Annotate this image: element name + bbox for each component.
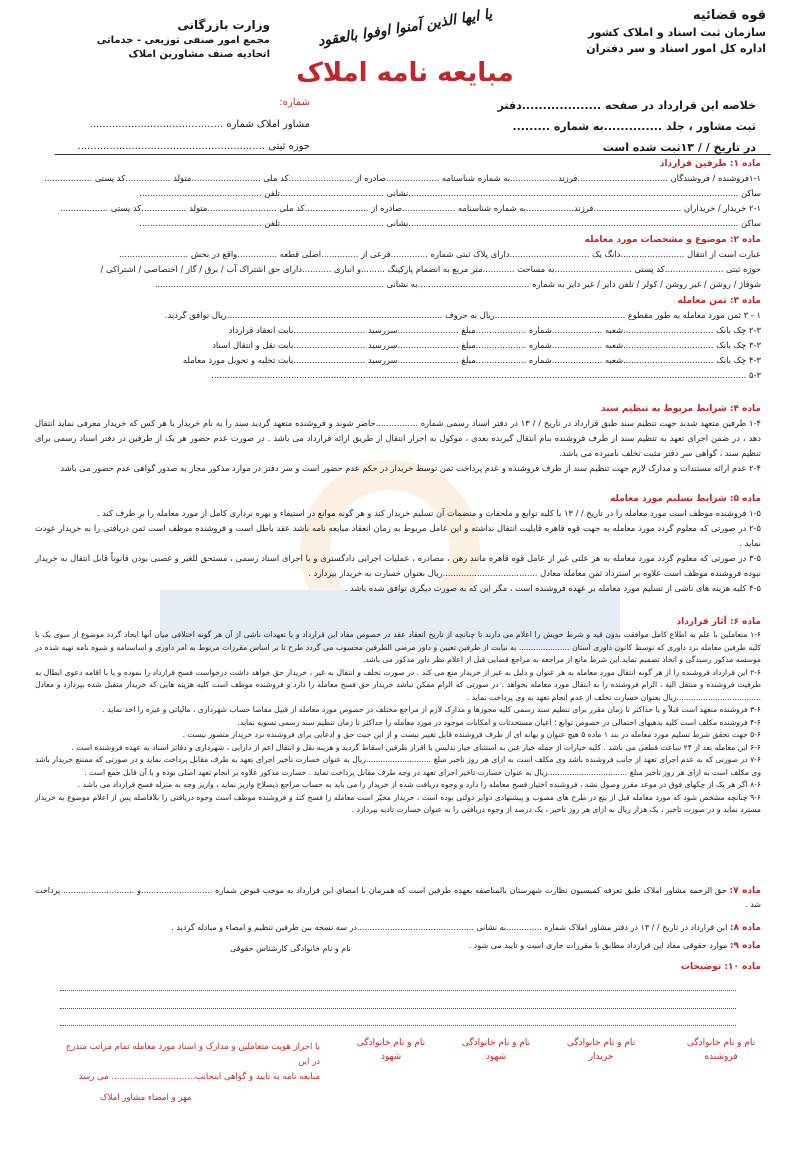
section-deed bbox=[35, 403, 761, 476]
verse-calligraphy: یا ایها الذین آمنوا اوفوا بالعقود bbox=[316, 6, 494, 50]
section-2-title: ماده ۲: موضوع و مشخصات مورد معامله bbox=[584, 235, 761, 245]
delivery-clause-2: ۲-۵ در صورتی که معلوم گردد مورد معامله به جهت قوه قاهره قابلیت انتقال نداشته و این عامل مربوط به زمان انعقاد مبایعه نامه باشد عقد باطل است و فروشنده موظف است ثمن دریافتی را به خریدار عودت نماید . bbox=[35, 523, 761, 548]
price-line-5[interactable]: ۵-۳ ......................................................................................................................................................................................................... bbox=[211, 370, 761, 380]
section-3-title: ماده ۳: ثمن معامله bbox=[677, 296, 761, 306]
agency-number-field[interactable]: مشاور املاک شماره .......................................... bbox=[89, 119, 310, 130]
witness-signature-1[interactable]: نام و نام خانوادگی شهود bbox=[461, 1038, 531, 1062]
delivery-clause-3: ۳-۵ در صورتی که معلوم گردد مورد معامله به هر علتی غیر از عامل قوه قاهره مانند رهن ، مصادره ، عملیات اجرایی دادگستری و یا اجرای اسناد رسمی ، مستحق للغیر و غصبی بودن قانوناً قابل انتقال به خریدار نبوده فروشنده موظف است علاوه بر استرداد ثمن معامله معادل ....................................ریال بعنوان خسارت به خریدار بپردازد . bbox=[35, 553, 761, 578]
subject-line-1[interactable]: عبارت است از انتقال ........................دانگ یک ..............................دارای پلاک ثبتی شماره ..............فرعی از ..............اصلی قطعه ...............واقع در بخش .......................... bbox=[118, 249, 761, 259]
section-10-title: ماده ۱۰: توضیحات bbox=[680, 962, 761, 972]
section-fees bbox=[35, 884, 761, 953]
legal-expert-signature[interactable]: نام و نام خانوادگی کارشناس حقوقی bbox=[230, 944, 351, 953]
summary-line-3: در تاریخ / / ۱۳ثبت شده است bbox=[602, 141, 756, 154]
witness-signature-2[interactable]: نام و نام خانوادگی شهود bbox=[356, 1038, 426, 1062]
effects-clause-2: ۲-۶ این قرارداد فروشنده را از هر گونه انتقال مورد معامله به هر عنوان و دلیل به غیر از خریدار منع می کند . در صورت تخلف و انتقال به غیر ، خریدار حق خواهد داشت درخواست فسخ قرارداد را نموده و یا با اقامه دعوی ابطال به طرفیت فروشنده و منتقل الیه ، الزام فروشنده را به انتقال مورد معامله بخواهد . در صورتی که الزام ممکن نباشد خریدار حق فسخ معامله را دارد و فروشنده موظف است کلیه هزینه هایی که خریدار متقبل شده بپردازد و معادل ...................................ریال بعنوان خسارت تخلف از عدم انجام تعهد به وی پرداخت نماید . bbox=[35, 667, 761, 702]
buyer-line-1[interactable]: ۲-۱ خریدار / خریداران .................................فرزند..................به شماره شناسنامه ....................صادره از ........................کد ملی ..........................متولد .................کد پستی .................. bbox=[60, 203, 761, 213]
registry-org: سازمان ثبت اسناد و املاک کشور bbox=[588, 26, 766, 39]
effects-clause-1: ۱-۶ متعاملین با علم به اطلاع کامل موافقت بدون قید و شرط خویش را اعلام می دارند تا چنانچه از تاریخ انعقاد عقد در خصوص مفاد این قرارداد و یا تعهدات ناشی از آن هر گونه اختلافی میان آنها ایجاد گردد موضوع از سوی یک یا کلیه طرفین معامله نزد داوری که توسط کانون داوری استان ..................... به نیابت از طرفین تعیین و داور مرضی الطرفین محسوب می گردد طرح تا بر اساس مقررات مربوط به امر داوری و اساسنامه و شیوه نامه تهیه شده در موسسه مذکور رسیدگی و اتخاذ تصمیم نماید.این شرط مانع از مراجعه به مراجع قضایی قبل از اعلام نظر داور مذکور می باشد. bbox=[35, 630, 761, 664]
buyer-line-2[interactable]: ساکن ............................................................................................................................نشانی .......................................تلفن .............................................. bbox=[139, 218, 761, 228]
section-8-title: ماده ۸: bbox=[729, 923, 761, 933]
summary-line-1: خلاصه این قرارداد در صفحه ...................دفتر bbox=[497, 99, 756, 112]
section-6-title: ماده ۶: آثار قرارداد bbox=[676, 617, 761, 627]
legal-clause: موارد حقوقی مفاد این قرارداد مطابق با مقررات جاری است و تایید می شود . bbox=[468, 941, 728, 950]
serial-number-label: شماره: bbox=[279, 97, 310, 108]
deed-clause-2: ۲-۴ عدم ارائه مستندات و مدارک لازم جهت تنظیم سند از طرف فروشنده و عدم پرداخت ثمن توسط خریدار در حکم عدم حضور است و سر دفتر در موارد مذکور مجاز به صدور گواهی عدم حضور می باشد bbox=[60, 463, 761, 473]
agent-certification bbox=[60, 1040, 320, 1106]
section-parties bbox=[35, 158, 761, 231]
judiciary-title: قوه قضائیه bbox=[692, 8, 766, 23]
effects-clause-5: ۵-۶ جهت تحقق شرط تسلیم مورد معامله در بند ۱ ماده ۵ هیچ عنوان و بهانه ای از طرف فروشنده قابل تغییر نیست و از این حیث حق و ادعایی برای فروشنده نزد خریدار متصور نیست . bbox=[182, 730, 761, 739]
section-effects bbox=[35, 616, 761, 817]
section-5-title: ماده ۵: شرایط تسلیم مورد معامله bbox=[610, 494, 761, 504]
page-title: مبایعه نامه املاک bbox=[296, 58, 514, 88]
effects-clause-3: ۳-۶ فروشنده متعهد است قبلاً و یا حداکثر تا زمان مقرر برای تنظیم سند رسمی کلیه مجوزها و مدارک لازم از مراجع مختلف در خصوص مورد معامله از قبیل مفاصا حساب شهرداری ، مالیاتی و غیره را اخذ نماید . bbox=[102, 705, 761, 714]
effects-clause-7: ۷-۶ در صورتی که به عدم اجرای تعهد از جانب فروشنده باشد وی مکلف است به ازای هر روز تاخیر مبلغ ...........................ریال به عنوان خسارت تاخیر اجرای تعهد به طرف مقابل پرداخت نماید و در صورتی که ممتنع خریدار باشد وی مکلف است به ازای هر روز تاخیر مبلغ .................................ریال به عنوان خسارت تاخیر اجرای تعهد در وجه طرف مقابل پرداخت نماید . خسارت مذکور علاوه بر انجام تعهد اصلی بوده و با آن قابل جمع است . bbox=[35, 755, 761, 777]
agency-block bbox=[55, 92, 310, 158]
section-subject bbox=[35, 234, 761, 292]
cheque-line-2[interactable]: ۲-۳ چک بانک ..................................شعبه ...................شماره ...................مبلغ .......................سررسید ...........................بابت انعقاد قرارداد bbox=[228, 325, 761, 335]
section-price bbox=[35, 295, 761, 383]
buyer-signature[interactable]: نام و نام خانوادگی خریدار bbox=[566, 1038, 636, 1062]
section-delivery bbox=[35, 493, 761, 596]
fees-clause: حق الزحمه مشاور املاک طبق تعرفه کمیسیون نظارت شهرستان بالمناصفه بعهده طرفین است که همزمان با امضای این قرارداد به موجب قبوض شماره ............................و ............................ پرداخت شد . bbox=[35, 886, 761, 909]
subject-line-3[interactable]: شوفاژ / روشن / غیر روشن / کولر / تلفن دایر / غیر دایر به شماره ..........................................به نشانی ...................................................................................... bbox=[154, 279, 761, 289]
registration-summary bbox=[466, 95, 756, 158]
effects-clause-8: ۸-۶ اگر هر یک از چکهای فوق در موعد مقرر وصول نشد ، فروشنده اختیار فسخ معامله را دارد و وجوه دریافت شده از خریدار را می باید به حساب مراجع ذیصلاح واریز نماید ، واریز وجه به منزله فسخ قرارداد می باشد . bbox=[77, 780, 761, 789]
cheque-line-3[interactable]: ۳-۳ چک بانک ..................................شعبه ...................شماره ...................مبلغ .......................سررسید ...........................بابت نقل و انتقال اسناد bbox=[212, 340, 761, 350]
seller-signature[interactable]: نام و نام خانوادگی فروشنده bbox=[686, 1038, 756, 1062]
signing-clause: این قرارداد در تاریخ / / ۱۳ در دفتر مشاور املاک شماره ..............به نشانی ..............................................در سه نسخه بین طرفین تنظیم و امضاء و مبادله گردید . bbox=[171, 923, 728, 932]
delivery-clause-1: ۱-۵ فروشنده موظف است مورد معامله را در تاریخ / / ۱۳ با کلیه توابع و ملحقات و منضمات آن تسلیم خریدار کند و هر گونه موانع در استیفاء و بهره برداری کامل از مورد معامله را بر طرف کند . bbox=[96, 508, 761, 518]
notes-line-1[interactable] bbox=[60, 990, 736, 991]
section-notes bbox=[35, 961, 761, 974]
seller-line-2[interactable]: ساکن ............................................................................................................................نشانی .......................................تلفن .............................................. bbox=[139, 188, 761, 198]
section-9-title: ماده ۹: bbox=[729, 941, 761, 951]
summary-line-2: ثبت مشاور ، جلد ..............به شماره ......... bbox=[512, 120, 756, 133]
header-right bbox=[516, 8, 766, 55]
agents-union: اتحادیه صنف مشاورین املاک bbox=[128, 49, 270, 60]
agent-note-line-1: با احراز هویت متعاملین و مدارک و اسناد مورد معامله تمام مراتب مندرج در این bbox=[65, 1042, 320, 1067]
section-4-title: ماده ۴: شرایط مربوط به تنظیم سند bbox=[601, 404, 761, 414]
effects-clause-4: ۴-۶ فروشنده مکلف است کلیه بدهیهای احتمالی در خصوص توابع ؛ اعیان مستحدثات و امکانات موجود در مورد معامله را حداکثر تا زمان تنظیم سند رسمی تسویه نماید. bbox=[237, 717, 761, 727]
section-7-title: ماده ۷: bbox=[729, 886, 762, 896]
price-line-1[interactable]: ۱ - ۳ ثمن مورد معامله به طور مقطوع .................................................ریال به حروف .................................................................................ریال توافق گردید. bbox=[164, 310, 761, 320]
delivery-clause-4: ۴-۵ کلیه هزینه های ناشی از تسلیم مورد معامله بر عهده فروشنده است ، مگر این که به صورت دیگری توافق شده باشد . bbox=[344, 583, 761, 593]
registry-dept: اداره کل امور اسناد و سر دفتران bbox=[586, 42, 766, 55]
effects-clause-9: ۹-۶ چنانچه مشخص شود که مورد معامله قبل از بیع در طرح های مصوب و پیشنهادی دوایر دولتی بوده است ، خریدار مخیّر است معامله را فسخ کند و فروشنده موظف است وجوه دریافتی را بلافاصله پس از اعلام موضوع به خریدار مسترد نماید و در صورت تاخیر ، یک هزار ریال به ازای هر روز تاخیر ، یک درصد از وجوه دریافتی را به عنوان خسارت تادیه بپردازد . bbox=[35, 792, 761, 814]
subject-line-2[interactable]: حوزه ثبتی ......................کد پستی .............................به مساحت ............متر مربع به انضمام پارکینگ .........و انباری ...........دارای حق اشتراک آب / برق / گاز / اختصاصی / اشتراکی / bbox=[100, 264, 761, 274]
cheque-line-4[interactable]: ۴-۳ چک بانک ..................................شعبه ...................شماره ...................مبلغ .......................سررسید ...........................بابت تخلیه و تحویل مورد معامله bbox=[182, 355, 761, 365]
agent-note-line-2: مبایعه نامه به تایید و گواهی اینجانب............................... می رسد bbox=[78, 1072, 320, 1082]
guild-assembly: مجمع امور صنفی توزیعی - خدماتی bbox=[96, 35, 270, 46]
notes-line-3[interactable] bbox=[60, 1025, 736, 1026]
header-left bbox=[60, 18, 270, 60]
agent-stamp-label[interactable]: مهر و امضاء مشاور املاک bbox=[100, 1093, 192, 1103]
effects-clause-6: ۶-۶ این معامله بعد از ۲۴ ساعت قطعی می باشد . کلیه خیارات از جمله خیار غبن به استثنای خیار تدلیس با اقرار طرفین اسقاط گردید و هزینه نقل و انتقال اعم از دارایی ، شهرداری و دفاتر اسناد به عهده فروشنده است . bbox=[71, 742, 761, 752]
header-divider bbox=[55, 154, 771, 155]
notes-line-2[interactable] bbox=[60, 1008, 736, 1009]
seller-line-1[interactable]: ۱-۱فروشنده / فروشندگان ..................................فرزند..................به شماره شناسنامه ....................صادره از ........................کد ملی ..........................متولد .................کد پستی .................. bbox=[44, 173, 761, 183]
ministry-title: وزارت بازرگانی bbox=[177, 18, 270, 32]
section-1-title: ماده ۱: طرفین قرارداد bbox=[659, 159, 761, 169]
registry-zone-field[interactable]: حوزه ثبتی ........................................................... bbox=[77, 141, 310, 152]
deed-clause-1: ۱-۴ طرفین متعهد شدند جهت تنظیم سند طبق قرارداد در تاریخ / / ۱۳ در دفتر اسناد رسمی شماره ................حاضر شوند و فروشنده متعهد گردید سند را به نام خریدار یا هر کس که خریدار معرفی نماید انتقال دهد ، در ضمن اجرای تعهد به تنظیم سند از طرف فروشنده بنام انتقال گیرنده بعدی ، موکول به احراز انتقال از طریق ارائه قرارداد می باشد . در صورت عدم حضور هر یک از طرفین در دفتر اسناد رسمی برای تنظیم سند ، گواهی سر دفتر مثبت تخلف نامبرده می باشد. bbox=[35, 418, 761, 458]
